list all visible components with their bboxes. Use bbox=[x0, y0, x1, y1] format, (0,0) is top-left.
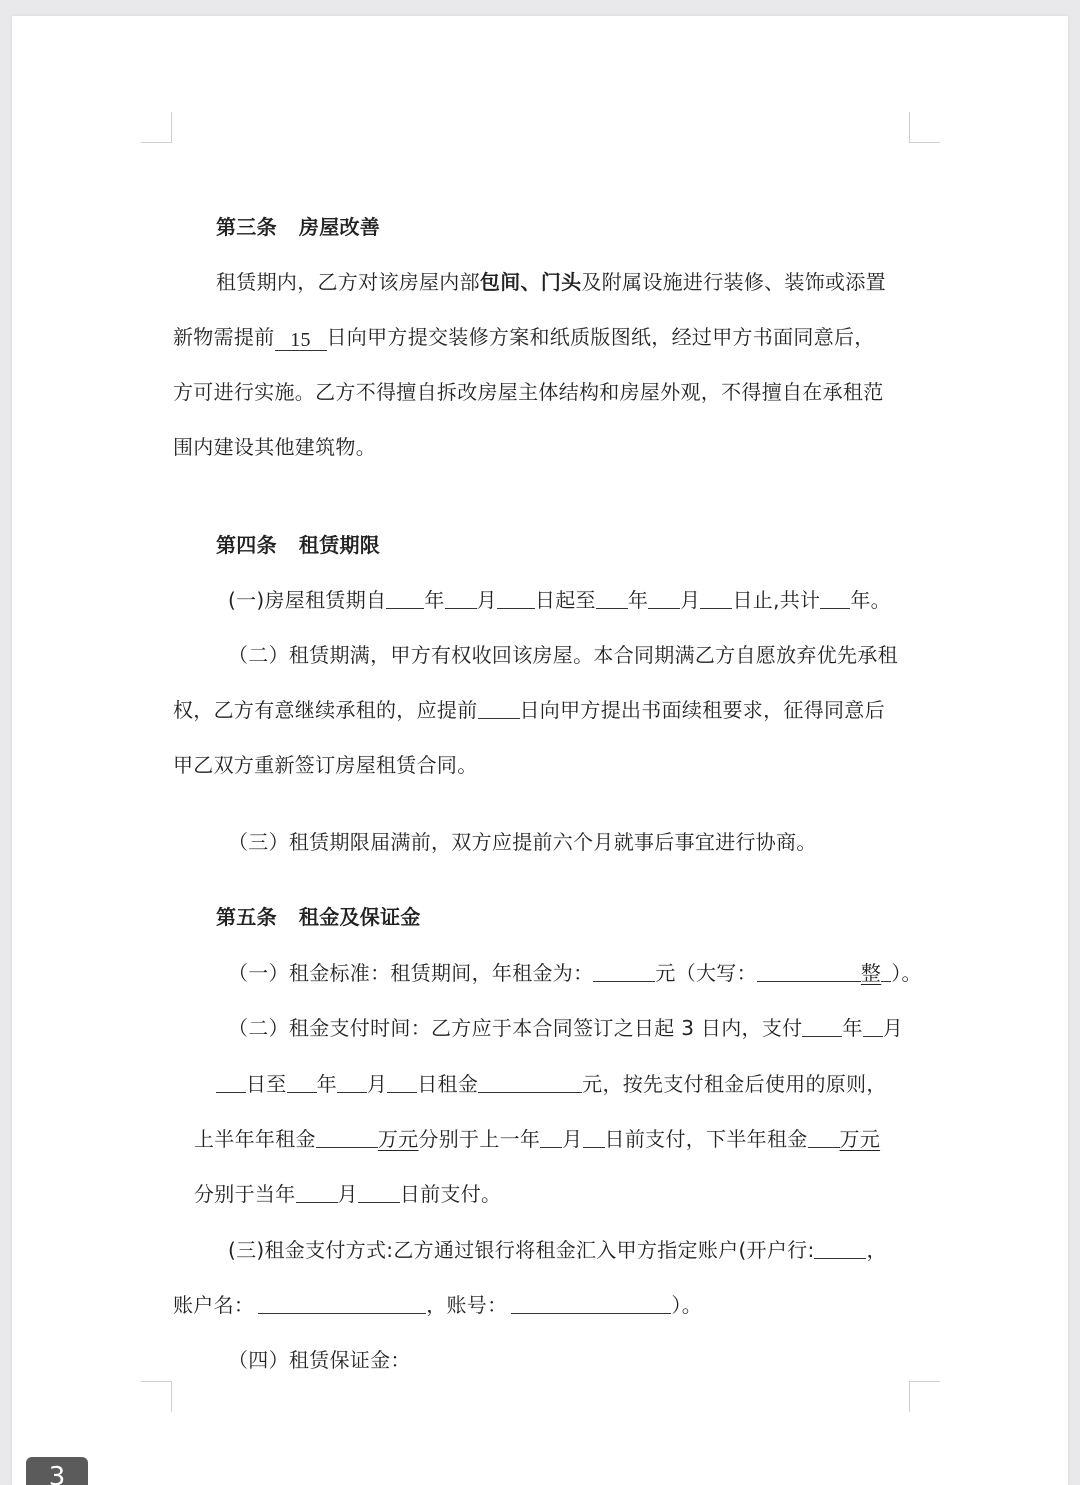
fill-blank-account-number bbox=[511, 1293, 671, 1314]
text: ）。 bbox=[891, 961, 922, 985]
underlined-text: 整 bbox=[860, 961, 882, 985]
fill-blank bbox=[497, 588, 535, 609]
text: 分别于上一年 bbox=[418, 1127, 541, 1151]
text: 年 bbox=[424, 588, 445, 612]
text: 月 bbox=[562, 1127, 583, 1151]
fill-blank bbox=[316, 1127, 378, 1148]
article4-heading bbox=[216, 531, 380, 559]
article4-item-1 bbox=[228, 586, 891, 614]
fill-blank bbox=[802, 1016, 842, 1037]
text: 日向甲方提出书面续租要求，征得同意后 bbox=[519, 698, 885, 722]
text: 年 bbox=[316, 1072, 337, 1096]
fill-blank bbox=[583, 1127, 605, 1148]
underlined-text: 万元 bbox=[377, 1127, 419, 1151]
text: 日前支付，下半年租金 bbox=[604, 1127, 808, 1151]
bold-text: 包间 bbox=[479, 270, 521, 294]
article4-item-3: （三）租赁期限届满前，双方应提前六个月就事后事宜进行协商。 bbox=[228, 830, 817, 854]
fill-blank bbox=[296, 1182, 338, 1203]
article4-item-2-line-2 bbox=[173, 696, 885, 724]
text: (一)房屋租赁期自 bbox=[228, 588, 387, 612]
article3-line-1 bbox=[216, 268, 886, 296]
article5-item-2-line-1 bbox=[228, 1014, 903, 1042]
text: 月 bbox=[476, 588, 497, 612]
text: 日前支付。 bbox=[399, 1182, 502, 1206]
fill-blank bbox=[445, 588, 477, 609]
fill-blank bbox=[593, 961, 655, 982]
article5-item-3-line-2 bbox=[173, 1291, 702, 1319]
text: 元（大写： bbox=[655, 961, 757, 985]
crop-mark-bottom-right bbox=[909, 1381, 940, 1412]
fill-blank bbox=[596, 588, 628, 609]
fill-blank bbox=[648, 588, 680, 609]
text: ，账号： bbox=[426, 1293, 508, 1317]
text: 日租金 bbox=[417, 1072, 479, 1096]
fill-blank bbox=[820, 588, 850, 609]
fill-blank bbox=[478, 1072, 582, 1093]
article4-item-2-line-1: （二）租赁期满，甲方有权收回该房屋。本合同期满乙方自愿放弃优先承租 bbox=[228, 643, 898, 667]
fill-blank bbox=[757, 961, 861, 982]
article3-heading bbox=[216, 213, 380, 241]
text: ， bbox=[866, 1238, 887, 1262]
text: 年。 bbox=[850, 588, 891, 612]
bold-text: 、 bbox=[520, 270, 541, 294]
bold-text: 门头 bbox=[540, 270, 582, 294]
article4-item-2-line-3: 甲乙双方重新签订房屋租赁合同。 bbox=[173, 753, 478, 777]
article5-heading bbox=[216, 903, 421, 931]
article5-item-2-line-2 bbox=[216, 1070, 887, 1098]
crop-mark-top-right bbox=[909, 112, 940, 143]
text: 元，按先支付租金后使用的原则， bbox=[582, 1072, 887, 1096]
text: 日向甲方提交装修方案和纸质版图纸，经过甲方书面同意后， bbox=[326, 325, 875, 349]
text: 新物需提前 bbox=[173, 325, 275, 349]
article5-item-2-line-4 bbox=[194, 1180, 501, 1208]
document-page bbox=[12, 16, 1068, 1485]
text: 上半年年租金 bbox=[194, 1127, 316, 1151]
text: 月 bbox=[680, 588, 701, 612]
fill-blank bbox=[287, 1072, 317, 1093]
text: 年 bbox=[627, 588, 649, 612]
article3-line-3: 方可进行实施。乙方不得擅自拆改房屋主体结构和房屋外观，不得擅自在承租范 bbox=[173, 380, 884, 404]
fill-blank bbox=[808, 1127, 840, 1148]
fill-blank bbox=[337, 1072, 367, 1093]
fill-blank bbox=[881, 961, 891, 982]
fill-blank-days: 15 bbox=[275, 330, 327, 351]
text: 日止,共计 bbox=[732, 588, 821, 612]
fill-blank-account-name bbox=[258, 1293, 426, 1314]
article3-line-2 bbox=[173, 323, 875, 351]
crop-mark-bottom-left bbox=[141, 1381, 172, 1412]
text: 日至 bbox=[246, 1072, 287, 1096]
text: 分别于当年 bbox=[194, 1182, 296, 1206]
crop-mark-top-left bbox=[141, 112, 172, 143]
article3-title: 房屋改善 bbox=[298, 215, 381, 239]
fill-blank bbox=[216, 1072, 246, 1093]
text: （二）租金支付时间：乙方应于本合同签订之日起 3 日内，支付 bbox=[228, 1016, 803, 1040]
text: 日起至 bbox=[534, 588, 596, 612]
text: 月 bbox=[337, 1182, 358, 1206]
fill-blank bbox=[478, 698, 520, 719]
text: 租赁期内，乙方对该房屋内部 bbox=[216, 270, 480, 294]
fill-blank bbox=[386, 588, 424, 609]
text: 权，乙方有意继续承租的，应提前 bbox=[173, 698, 478, 722]
article4-number: 第四条 bbox=[216, 533, 277, 557]
article5-number: 第五条 bbox=[216, 905, 277, 929]
article5-item-2-line-3 bbox=[194, 1125, 880, 1153]
fill-blank bbox=[700, 588, 732, 609]
fill-blank bbox=[814, 1238, 866, 1259]
underlined-text: 万元 bbox=[839, 1127, 881, 1151]
article5-item-4: （四）租赁保证金： bbox=[228, 1348, 411, 1372]
article5-title: 租金及保证金 bbox=[298, 905, 421, 929]
fill-blank bbox=[540, 1127, 562, 1148]
text: 账户名： bbox=[173, 1293, 255, 1317]
fill-blank bbox=[863, 1016, 883, 1037]
article3-number: 第三条 bbox=[216, 215, 277, 239]
article4-title: 租赁期限 bbox=[298, 533, 381, 557]
text: （一）租金标准：租赁期间，年租金为： bbox=[228, 961, 594, 985]
page-number-badge: 3 bbox=[26, 1457, 88, 1485]
text: 月 bbox=[366, 1072, 388, 1096]
article5-item-1 bbox=[228, 959, 922, 987]
text: ）。 bbox=[671, 1293, 703, 1317]
text: 月 bbox=[882, 1016, 904, 1040]
text: 年 bbox=[842, 1016, 863, 1040]
fill-blank bbox=[387, 1072, 417, 1093]
fill-blank bbox=[358, 1182, 400, 1203]
article5-item-3-line-1 bbox=[228, 1236, 887, 1264]
article3-line-4: 围内建设其他建筑物。 bbox=[173, 435, 376, 459]
text: 及附属设施进行装修、装饰或添置 bbox=[581, 270, 886, 294]
text: (三)租金支付方式:乙方通过银行将租金汇入甲方指定账户(开户行: bbox=[228, 1238, 815, 1262]
